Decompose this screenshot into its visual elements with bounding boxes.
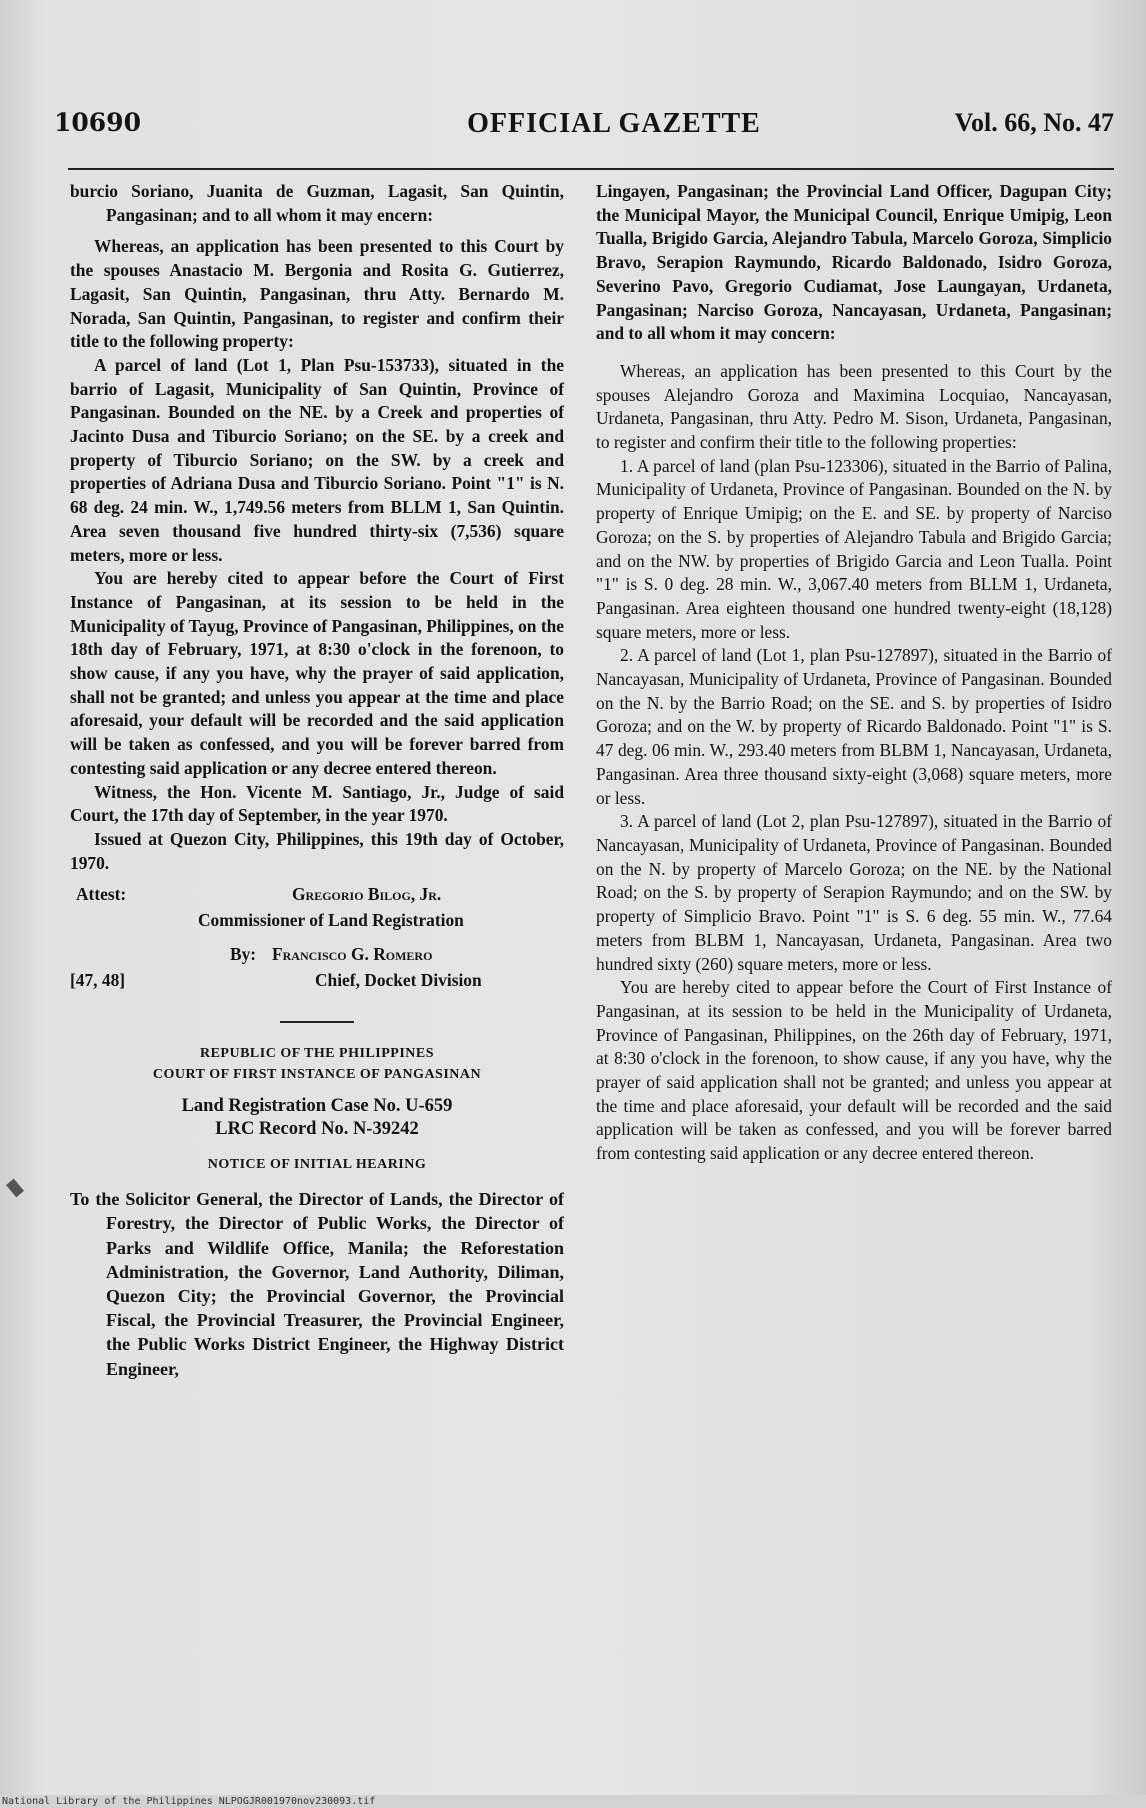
header-rule <box>68 168 1114 170</box>
attestation-block <box>70 883 564 1001</box>
page-number: 10690 <box>54 108 141 137</box>
commissioner-name: Gregorio Bilog, Jr. <box>292 884 442 905</box>
right-column <box>596 180 1112 1166</box>
addressee-list: To the Solicitor General, the Director of Lands, the Director of Forestry, the Director of Public Works, the Director of Parks and Wildlife Office, Manila; the Reforestation Administration, the Governor, Land Authority, Diliman, Quezon City; the Provincial Governor, the Provincial Fiscal, the Provincial Treasurer, the Provincial Engineer, the Public Works District Engineer, the Highway District Engineer, <box>70 1189 564 1379</box>
scan-smudge <box>6 1179 24 1198</box>
issue-reference: [47, 48] <box>70 970 126 991</box>
issued-paragraph: Issued at Quezon City, Philippines, this 19th day of October, 1970. <box>70 828 564 873</box>
left-column <box>70 180 564 1381</box>
scan-footer: National Library of the Philippines NLPOGJR001970nov230093.tif <box>2 1796 376 1807</box>
court-heading: REPUBLIC OF THE PHILIPPINES <box>199 1046 435 1062</box>
case-number: Land Registration Case No. U-659 <box>181 1096 453 1117</box>
parcel-3-description: 3. A parcel of land (Lot 2, plan Psu-127897), situated in the Barrio of Nancayasan, Municipality of Urdaneta, Province of Pangasinan. Bounded on the N. by property of Marcelo Goroza; on the NE. by the National Road; on the S. by property of Serapion Raymundo; and on the SW. by property of Simplicio Bravo. Point "1" is S. 6 deg. 55 min. W., 77.64 meters from BLBM 1, Nancayasan, Urdaneta, Pangasinan. Area two hundred sixty (260) square meters, more or less. <box>596 811 1112 974</box>
parcel-1-description: 1. A parcel of land (plan Psu-123306), situated in the Barrio of Palina, Municipality of Urdaneta, Province of Pangasinan. Bounded on the N. by property of Enrique Umipig; on the E. and SE. by property of Narciso Goroza; on the S. by properties of Alejandro Tabula and Brigido Garcia; and on the NW. by properties of Brigido Garcia and Leon Tualla. Point "1" is S. 0 deg. 28 min. W., 3,067.40 meters from BLLM 1, Urdaneta, Pangasinan. Area eighteen thousand one hundred twenty-eight (18,128) square meters, more or less. <box>596 455 1112 642</box>
addressee-list-continued: Lingayen, Pangasinan; the Provincial Land Officer, Dagupan City; the Municipal Mayor, the Municipal Council, Enrique Umipig, Leon Tualla, Brigido Garcia, Alejandro Tabula, Marcelo Goroza, Simplicio Bravo, Serapion Raymundo, Ricardo Baldonado, Isidro Goroza, Severino Pavo, Gregorio Cudiamat, Jose Laungayan, Urdaneta, Pangasinan; Narciso Goroza, Nancayasan, Urdaneta, Pangasinan; and to all whom it may concern: <box>596 181 1112 344</box>
parcel-2-description: 2. A parcel of land (Lot 1, plan Psu-127897), situated in the Barrio of Nancayasan, Municipality of Urdaneta, Province of Pangasinan. Bounded on the N. by the Barrio Road; on the SE. and S. by properties of Isidro Goroza; and on the W. by property of Ricardo Baldonado. Point "1" is S. 47 deg. 06 min. W., 293.40 meters from BLBM 1, Nancayasan, Urdaneta, Pangasinan. Area three thousand sixty-eight (3,068) square meters, more or less. <box>596 645 1112 808</box>
docket-chief-title: Chief, Docket Division <box>315 970 482 991</box>
addressee-continuation: burcio Soriano, Juanita de Guzman, Lagasit, San Quintin, Pangasinan; and to all whom it may encern: <box>70 181 564 225</box>
whereas-paragraph: Whereas, an application has been presented to this Court by the spouses Anastacio M. Bergonia and Rosita G. Gutierrez, Lagasit, San Quintin, Pangasinan, thru Atty. Bernardo M. Norada, San Quintin, Pangasinan, to register and confirm their title to the following property: <box>70 236 564 352</box>
whereas-paragraph-2: Whereas, an application has been presented to this Court by the spouses Alejandro Goroza and Maximina Locquiao, Nancayasan, Urdaneta, Pangasinan, thru Atty. Pedro M. Sison, Urdaneta, Pangasinan, to register and confirm their title to the following properties: <box>596 360 1112 453</box>
record-number: LRC Record No. N-39242 <box>215 1119 419 1140</box>
commissioner-title: Commissioner of Land Registration <box>198 910 464 931</box>
section-divider <box>280 1021 354 1023</box>
docket-chief-name: Francisco G. Romero <box>272 944 433 965</box>
publication-title: OFFICIAL GAZETTE <box>467 108 761 139</box>
citation-paragraph: You are hereby cited to appear before the Court of First Instance of Pangasinan, at its session to be held in the Municipality of Tayug, Province of Pangasinan, Philippines, on the 18th day of February, 1971, at 8:30 o'clock in the forenoon, to show cause, if any you have, why the prayer of said application, shall not be granted; and unless you appear at the time and place aforesaid, your default will be recorded and the said application will be taken as confessed, and you will be forever barred from contesting said application or any decree entered thereon. <box>70 568 564 778</box>
page-header <box>54 108 1114 152</box>
court-subheading: COURT OF FIRST INSTANCE OF PANGASINAN <box>152 1067 482 1083</box>
by-label: By: <box>230 944 257 965</box>
notice-title: NOTICE OF INITIAL HEARING <box>207 1157 427 1173</box>
attest-label: Attest: <box>76 884 127 905</box>
parcel-description: A parcel of land (Lot 1, Plan Psu-153733), situated in the barrio of Lagasit, Municipality of San Quintin, Province of Pangasinan. Bounded on the NE. by a Creek and properties of Jacinto Dusa and Tiburcio Soriano; on the SE. by a creek and property of Tiburcio Soriano; on the SW. by a creek and properties of Adriana Dusa and Tiburcio Soriano. Point "1" is N. 68 deg. 24 min. W., 1,749.56 meters from BLLM 1, San Quintin. Area seven thousand five hundred thirty-six (7,536) square meters, more or less. <box>70 354 564 565</box>
volume-number: Vol. 66, No. 47 <box>954 108 1114 137</box>
witness-paragraph: Witness, the Hon. Vicente M. Santiago, Jr., Judge of said Court, the 17th day of September, in the year 1970. <box>70 781 564 826</box>
citation-paragraph-2: You are hereby cited to appear before the Court of First Instance of Pangasinan, at its session to be held in the Municipality of Urdaneta, Province of Pangasinan, Philippines, on the 26th day of February, 1971, at 8:30 o'clock in the forenoon, to show cause, if any you have, why the prayer of said application shall not be granted; and unless you appear at the time and place aforesaid, your default will be recorded and the said application will be taken as confessed, and you will be forever barred from contesting said application or any decree entered thereon. <box>596 977 1112 1164</box>
